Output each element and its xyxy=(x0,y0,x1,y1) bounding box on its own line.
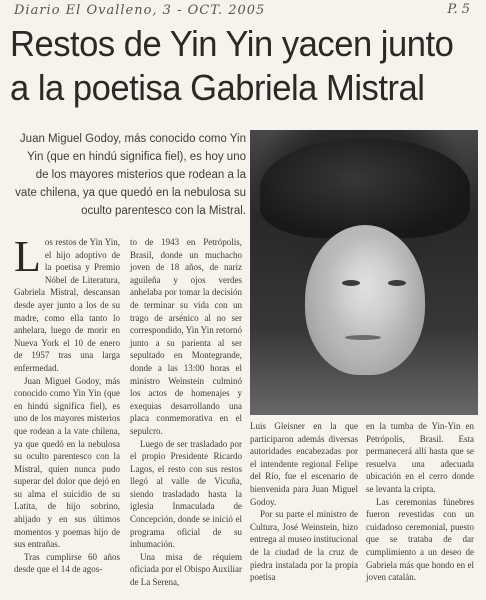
headline-line-2: a la poetisa Gabriela Mistral xyxy=(10,67,425,108)
column-1 xyxy=(14,232,120,576)
article-deck: Juan Miguel Godoy, más conocido como Yin Yin (que en hindú significa fiel), es hoy uno de los mayores misterios que rodean a la vate chilena, ya que quedó en la nebulosa su oculto parentesco con la Mistral. xyxy=(15,133,246,217)
column-2 xyxy=(130,236,242,589)
paragraph xyxy=(14,232,120,375)
mouth-shape xyxy=(345,335,381,340)
portrait-photo xyxy=(250,130,478,415)
paragraph: Tras cumplirse 60 años desde que el 14 de agos- xyxy=(14,551,120,575)
paragraph: Las ceremonias fúnebres fueron revestidas con un cuidadoso ceremonial, puesto que se trataba de dar cumplimiento a un deseo de Gabriela más que hondo en el joven catalán. xyxy=(366,496,474,583)
page-mark: P. 5 xyxy=(447,2,470,17)
headline-line-1: Restos de Yin Yin yacen junto xyxy=(10,23,454,64)
headline xyxy=(10,22,461,110)
left-eye-shape xyxy=(342,280,360,286)
right-eye-shape xyxy=(388,280,406,286)
paragraph: en la tumba de Yin-Yin en Petrópolis, Brasil. Esta permanecerá allí hasta que se resuelva una adecuada ubicación en el cerro donde se levanta la cripta. xyxy=(366,421,474,494)
paragraph: Una misa de réquiem oficiada por el Obispo Auxiliar de La Serena, xyxy=(130,551,242,588)
paragraph-text: os restos de Yin Yin, el hijo adoptivo de la poetisa y Premio Nóbel de Literatura, Gabriela Mistral, descansan desde ayer junto a los de su madre, como ella tanto lo anhelara, luego de morir en Nueva York el 10 de enero de 1957 tras una larga enfermedad. xyxy=(14,237,120,373)
drop-cap: L xyxy=(14,232,41,281)
column-3 xyxy=(250,420,358,584)
handwritten-source-note: Diario El Ovalleno, 3 - OCT. 2005 xyxy=(14,3,266,18)
hat-shape xyxy=(260,138,470,238)
paragraph: Por su parte el ministro de Cultura, José Weinstein, hizo entrega al museo institucional de la ciudad de la cruz de piedra instalada por la propia poetisa xyxy=(250,509,358,583)
column-4 xyxy=(366,420,474,584)
paragraph: to de 1943 en Petrópolis, Brasil, donde un muchacho joven de 18 años, de nariz aguileña y ojos verdes anhelaba por tomar la decisión de terminar su vida con un trago de arsénico al no ser correspondido, Yin Yin retornó junto a su parienta al ser sepultado en Montegrande, donde a las 13:00 horas el ministro Weinstein culminó los actos de homenajes y exequias desarrollando una placa conmemorativa en el sepulcro. xyxy=(130,237,242,436)
face-shape xyxy=(305,225,425,375)
paragraph: Juan Miguel Godoy, más conocido como Yin Yin (que en hindú significa fiel), es uno de los mayores misterios que rodean a la vate chilena, ya que quedó en la nebulosa su oculto parentesco con la Mistral, quien nunca pudo superar del dolor que dejó en su alma el suicidio de su Latita, de hijo sobrino, ahijado y en sus últimos momentos y poemas hijo de sus entrañas. xyxy=(14,375,120,550)
paragraph: Luis Gleisner en la que participaron además diversas autoridades encabezadas por el intendente regional Felipe del Río, fue el escenario de bienvenida para Juan Miguel Godoy. xyxy=(250,421,358,507)
paragraph: Luego de ser trasladado por el propio Presidente Ricardo Lagos, el resto con sus restos llegó al valle de Vicuña, siendo trasladado hasta la iglesia Inmaculada de Concepción, donde se inició el programa oficial de su inhumación. xyxy=(130,438,242,550)
